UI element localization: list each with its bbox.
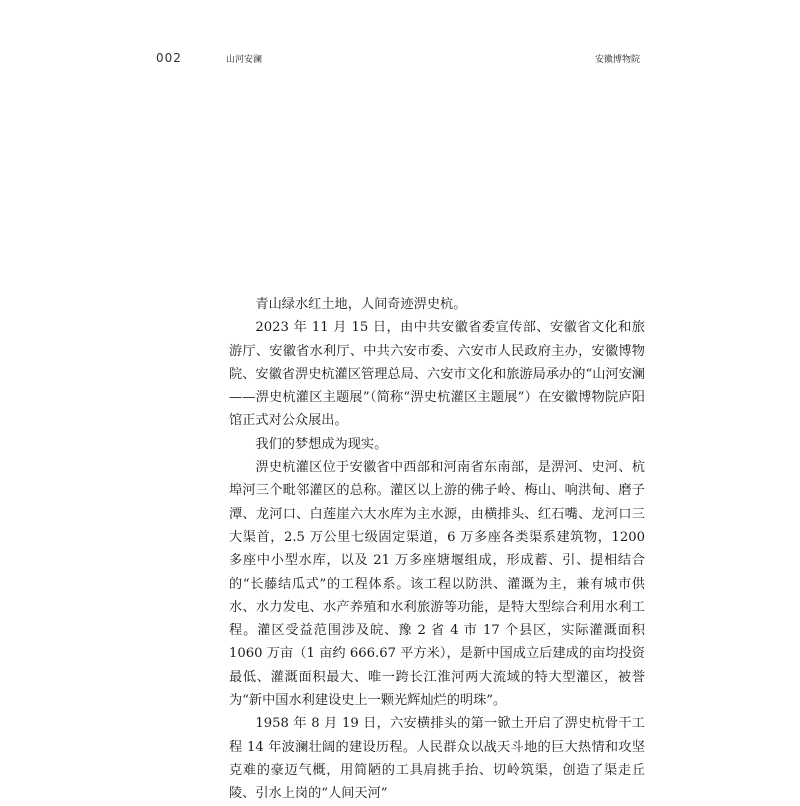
paragraph-exhibition: 2023 年 11 月 15 日，由中共安徽省委宣传部、安徽省文化和旅游厅、安徽省水利厅、中共六安市委、六安市人民政府主办，安徽博物院、安徽省淠史杭灌区管理总局、六安市文化和旅游局承办的“山河安澜——淠史杭灌区主题展”（简称“淠史杭灌区主题展”）在安徽博物院庐阳馆正式对公众展出。 — [229, 320, 645, 429]
paragraph-irrigation-district: 淠史杭灌区位于安徽省中西部和河南省东南部，是淠河、史河、杭埠河三个毗邻灌区的总称。灌区以上游的佛子岭、梅山、响洪甸、磨子潭、龙河口、白莲崖六大水库为主水源，由横排头、红石嘴、龙河口三大渠首，2.5 万公里七级固定渠道，6 万多座各类渠系建筑物，1200 多座中小型水库，以及 21 万多座塘堰组成，形成蓄、引、提相结合的“长藤结瓜式”的工程体系。该工程以防洪、灌溉为主，兼有城市供水、水力发电、水产养殖和水利旅游等功能，是特大型综合利用水利工程。灌区受益范围涉及皖、豫 2 省 4 市 17 个县区，实际灌溉面积 1060 万亩（1 亩约 666.67 平方米），是新中国成立后建成的亩均投资最低、灌溉面积最大、唯一跨长江淮河两大流域的特大型灌区，被誉为“新中国水利建设史上一颗光辉灿烂的明珠”。 — [229, 460, 645, 709]
page-number: 002 — [156, 51, 182, 65]
publisher-name: 安徽博物院 — [594, 55, 640, 65]
body-text — [229, 293, 645, 806]
paragraph-construction-history: 1958 年 8 月 19 日，六安横排头的第一锨土开启了淠史杭骨干工程 14 年波澜壮阔的建设历程。人民群众以战天斗地的巨大热情和攻坚克难的豪迈气概，用简陋的工具肩挑手抬、切岭筑渠，创造了渠走丘陵、引水上岗的“人间天河” — [229, 716, 645, 802]
paragraph-dream: 我们的梦想成为现实。 — [255, 436, 388, 452]
running-title: 山河安澜 — [226, 55, 263, 65]
page-header — [156, 51, 640, 67]
paragraph-intro: 青山绿水红土地，人间奇迹淠史杭。 — [255, 297, 467, 312]
